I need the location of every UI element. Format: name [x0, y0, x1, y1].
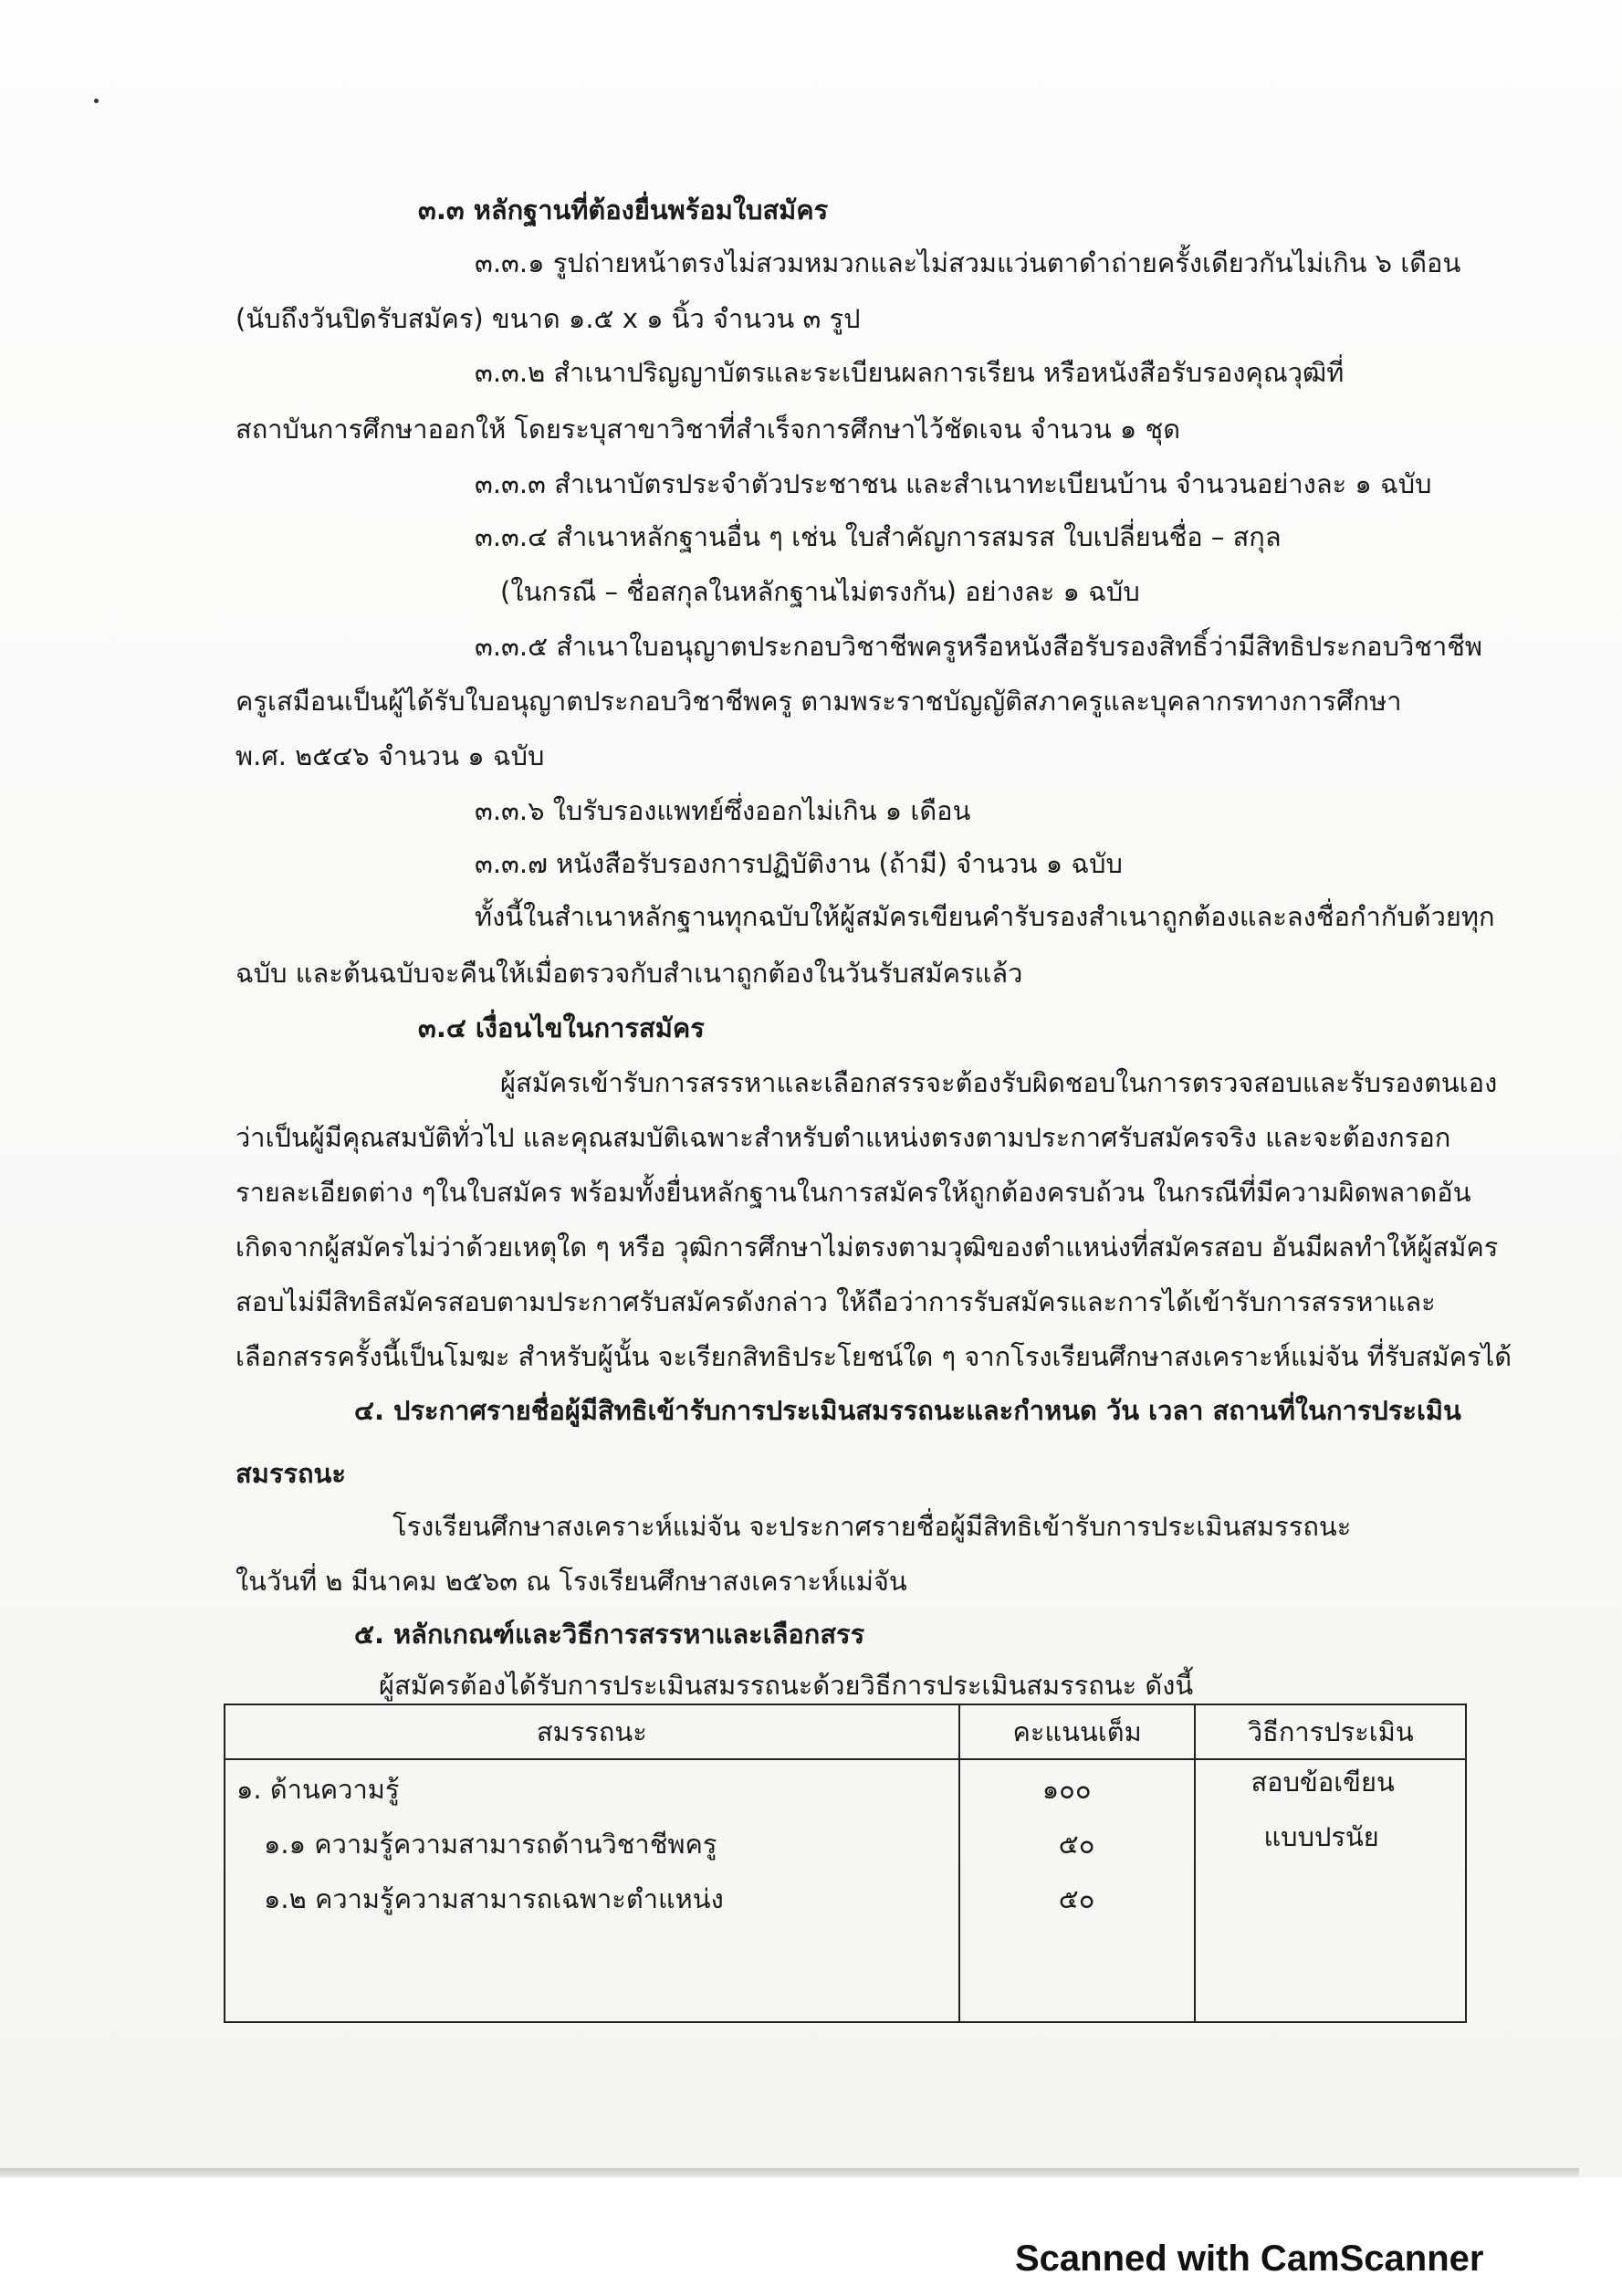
camscanner-watermark: Scanned with CamScanner [1015, 2238, 1484, 2279]
item-3-3-5-line3: พ.ศ. ๒๕๔๖ จำนวน ๑ ฉบับ [235, 740, 545, 771]
item-3-3-4-line1: ๓.๓.๔ สำเนาหลักฐานอื่น ๆ เช่น ใบสำคัญการสมรส ใบเปลี่ยนชื่อ – สกุล [475, 521, 1282, 552]
score-cell [959, 1759, 1196, 2022]
section-4-line2: ในวันที่ ๒ มีนาคม ๒๕๖๓ ณ โรงเรียนศึกษาสงเคราะห์แม่จัน [235, 1566, 907, 1597]
method-line-2: แบบปรนัย [1263, 1821, 1379, 1852]
header-full-score: คะแนนเต็ม [959, 1704, 1196, 1759]
section-3-4-line2: ว่าเป็นผู้มีคุณสมบัติทั่วไป และคุณสมบัติเฉพาะสำหรับตำแหน่งตรงตามประกาศรับสมัครจริง และจะต้องกรอก [235, 1122, 1451, 1153]
page-edge-shadow [0, 2168, 1579, 2179]
section-3-4-heading: ๓.๔ เงื่อนไขในการสมัคร [418, 1012, 705, 1043]
section-3-3-heading: ๓.๓ หลักฐานที่ต้องยื่นพร้อมใบสมัคร [418, 194, 829, 225]
competency-row-2: ๑.๑ ความรู้ความสามารถด้านวิชาชีพครู [264, 1829, 717, 1860]
section-4-heading-line2: สมรรถนะ [235, 1458, 346, 1489]
item-3-3-6: ๓.๓.๖ ใบรับรองแพทย์ซึ่งออกไม่เกิน ๑ เดือน [475, 795, 971, 826]
competency-row-1: ๑. ด้านความรู้ [236, 1774, 400, 1805]
section-5-intro: ผู้สมัครต้องได้รับการประเมินสมรรถนะด้วยวิธีการประเมินสมรรถนะ ดังนี้ [379, 1670, 1194, 1701]
section-5-heading: ๕. หลักเกณฑ์และวิธีการสรรหาและเลือกสรร [354, 1619, 865, 1650]
method-cell [1195, 1759, 1466, 2022]
item-3-3-2-line2: สถาบันการศึกษาออกให้ โดยระบุสาขาวิชาที่สำเร็จการศึกษาไว้ชัดเจน จำนวน ๑ ชุด [235, 414, 1181, 445]
table-row [225, 1759, 1466, 2022]
item-3-3-5-line1: ๓.๓.๕ สำเนาใบอนุญาตประกอบวิชาชีพครูหรือหนังสือรับรองสิทธิ์ว่ามีสิทธิประกอบวิชาชีพ [475, 631, 1483, 662]
method-line-1: สอบข้อเขียน [1251, 1767, 1395, 1798]
section-3-4-line4: เกิดจากผู้สมัครไม่ว่าด้วยเหตุใด ๆ หรือ วุฒิการศึกษาไม่ตรงตามวุฒิของตำแหน่งที่สมัครสอบ อันมีผลทำให้ผู้สมัคร [235, 1232, 1499, 1263]
section-3-4-line3: รายละเอียดต่าง ๆในใบสมัคร พร้อมทั้งยื่นหลักฐานในการสมัครให้ถูกต้องครบถ้วน ในกรณีที่มีความผิดพลาดอัน [235, 1177, 1471, 1208]
section-4-heading-line1: ๔. ประกาศรายชื่อผู้มีสิทธิเข้ารับการประเมินสมรรถนะและกำหนด วัน เวลา สถานที่ในการประเมิน [354, 1395, 1461, 1426]
score-row-1: ๑๐๐ [1041, 1774, 1092, 1805]
score-row-2: ๕๐ [1058, 1829, 1095, 1860]
section-3-4-line1: ผู้สมัครเข้ารับการสรรหาและเลือกสรรจะต้องรับผิดชอบในการตรวจสอบและรับรองตนเอง [500, 1067, 1498, 1098]
section-3-3-note-line2: ฉบับ และต้นฉบับจะคืนให้เมื่อตรวจกับสำเนาถูกต้องในวันรับสมัครแล้ว [235, 958, 1023, 989]
item-3-3-5-line2: ครูเสมือนเป็นผู้ได้รับใบอนุญาตประกอบวิชาชีพครู ตามพระราชบัญญัติสภาครูและบุคลากรทางการศึกษา [235, 686, 1402, 717]
item-3-3-1-line2: (นับถึงวันปิดรับสมัคร) ขนาด ๑.๕ x ๑ นิ้ว จำนวน ๓ รูป [235, 303, 861, 334]
competency-row-3: ๑.๒ ความรู้ความสามารถเฉพาะตำแหน่ง [264, 1883, 724, 1914]
header-method: วิธีการประเมิน [1195, 1704, 1466, 1759]
item-3-3-1-line1: ๓.๓.๑ รูปถ่ายหน้าตรงไม่สวมหมวกและไม่สวมแว่นตาดำถ่ายครั้งเดียวกันไม่เกิน ๖ เดือน [475, 247, 1461, 278]
competency-cell [225, 1759, 959, 2022]
score-row-3: ๕๐ [1058, 1883, 1095, 1914]
item-3-3-3: ๓.๓.๓ สำเนาบัตรประจำตัวประชาชน และสำเนาทะเบียนบ้าน จำนวนอย่างละ ๑ ฉบับ [475, 468, 1432, 499]
item-3-3-2-line1: ๓.๓.๒ สำเนาปริญญาบัตรและระเบียนผลการเรียน หรือหนังสือรับรองคุณวุฒิที่ [475, 357, 1345, 388]
scan-speck [94, 99, 99, 103]
section-3-4-line6: เลือกสรรครั้งนี้เป็นโมฆะ สำหรับผู้นั้น จะเรียกสิทธิประโยชน์ใด ๆ จากโรงเรียนศึกษาสงเคราะห์แม่จัน ที่รับสมัครได้ [235, 1341, 1512, 1372]
item-3-3-4-line2: (ในกรณี – ชื่อสกุลในหลักฐานไม่ตรงกัน) อย่างละ ๑ ฉบับ [500, 576, 1140, 607]
section-4-line1: โรงเรียนศึกษาสงเคราะห์แม่จัน จะประกาศรายชื่อผู้มีสิทธิเข้ารับการประเมินสมรรถนะ [392, 1511, 1352, 1542]
section-3-4-line5: สอบไม่มีสิทธิสมัครสอบตามประกาศรับสมัครดังกล่าว ให้ถือว่าการรับสมัครและการได้เข้ารับการสรรหาและ [235, 1286, 1436, 1317]
table-header-row [225, 1704, 1466, 1759]
section-3-3-note-line1: ทั้งนี้ในสำเนาหลักฐานทุกฉบับให้ผู้สมัครเขียนคำรับรองสำเนาถูกต้องและลงชื่อกำกับด้วยทุก [475, 901, 1495, 932]
item-3-3-7: ๓.๓.๗ หนังสือรับรองการปฏิบัติงาน (ถ้ามี) จำนวน ๑ ฉบับ [475, 848, 1123, 879]
header-competency: สมรรถนะ [225, 1704, 959, 1759]
assessment-table [224, 1704, 1467, 2023]
